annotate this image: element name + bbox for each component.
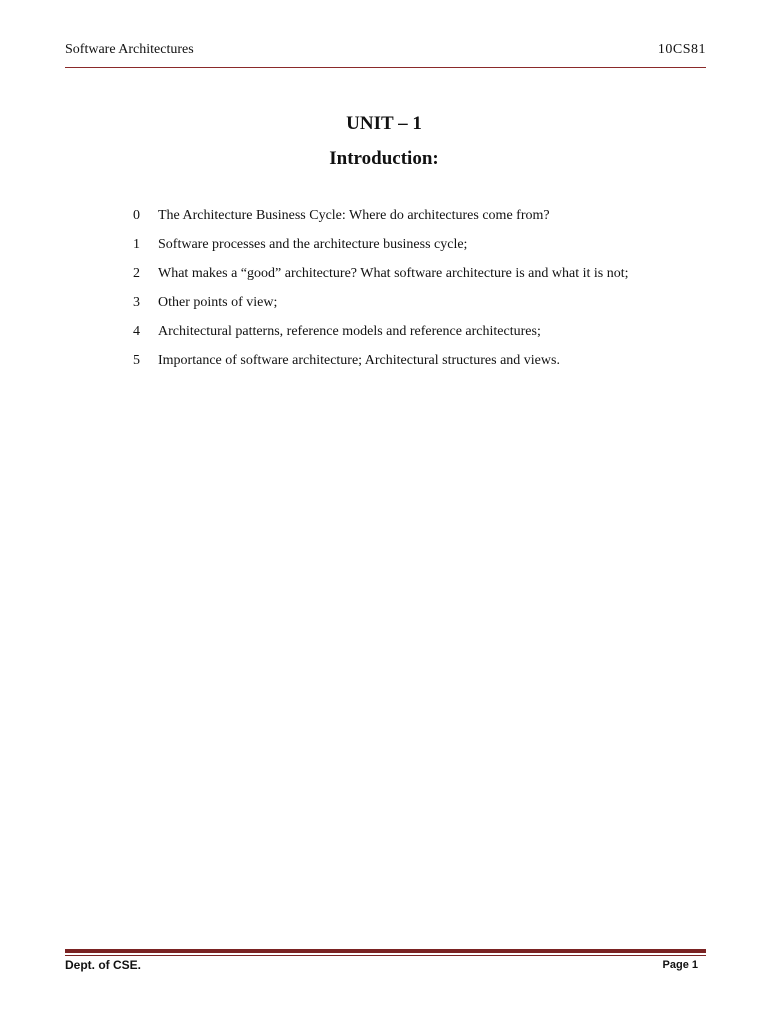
topic-text: Importance of software architecture; Architectural structures and views. (158, 353, 560, 368)
header-course-code: 10CS81 (657, 42, 706, 57)
topic-item (133, 266, 629, 295)
footer-divider-thick (65, 949, 706, 953)
topic-number: 5 (133, 353, 140, 368)
topic-number: 1 (133, 237, 140, 252)
footer-divider-thin (65, 955, 706, 956)
topic-text: What makes a “good” architecture? What software architecture is and what it is not; (158, 266, 629, 281)
topic-text: Other points of view; (158, 295, 278, 310)
topic-number: 0 (133, 208, 140, 223)
topic-list (133, 208, 629, 382)
topic-item (133, 353, 629, 382)
footer-department: Dept. of CSE. (65, 958, 142, 972)
header-divider (65, 67, 706, 68)
topic-number: 4 (133, 324, 140, 339)
topic-number: 3 (133, 295, 140, 310)
header-course-title: Software Architectures (65, 42, 194, 57)
topic-item (133, 237, 629, 266)
topic-text: Architectural patterns, reference models and reference architectures; (158, 324, 541, 339)
page-header (65, 42, 706, 62)
topic-item (133, 295, 629, 324)
topic-item (133, 324, 629, 353)
unit-title: UNIT – 1 (346, 113, 422, 134)
section-heading: Introduction: (329, 148, 439, 169)
topic-text: Software processes and the architecture business cycle; (158, 237, 468, 252)
footer-page-number: Page 1 (662, 959, 698, 971)
topic-text: The Architecture Business Cycle: Where do architectures come from? (158, 208, 550, 223)
topic-number: 2 (133, 266, 140, 281)
topic-item (133, 208, 629, 237)
